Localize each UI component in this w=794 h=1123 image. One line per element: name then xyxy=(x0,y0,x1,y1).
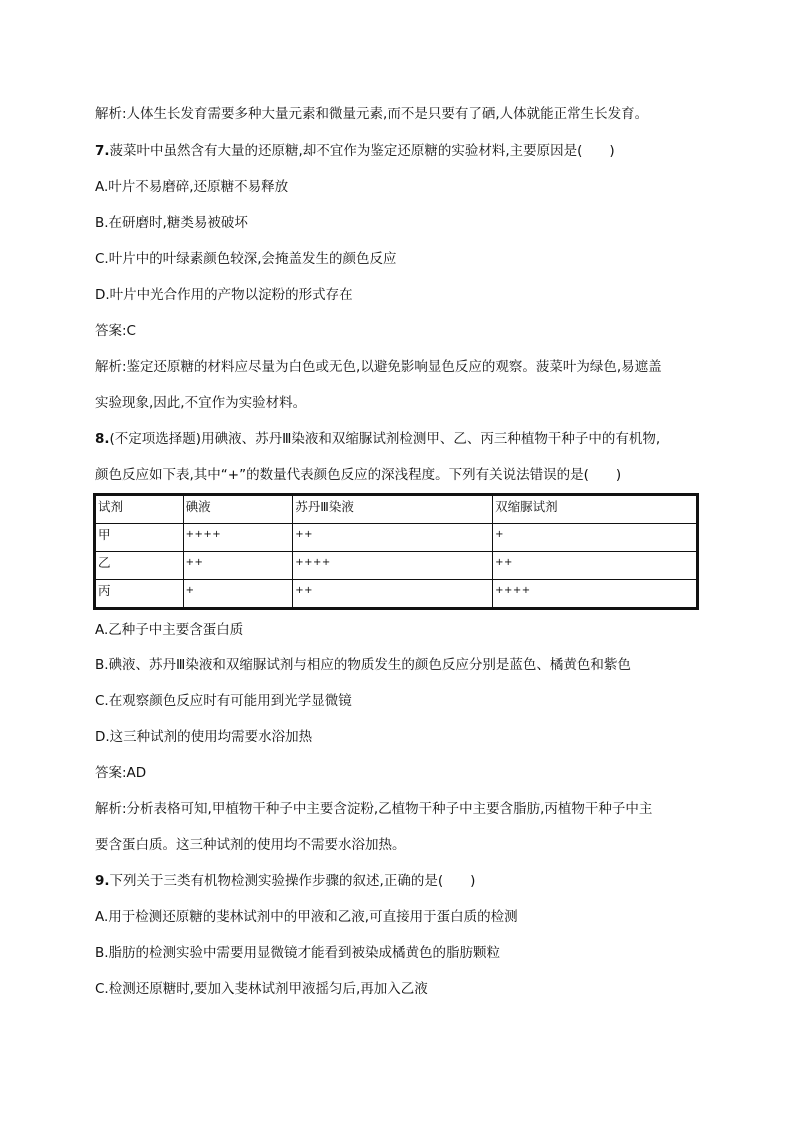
question-9-stem: 下列关于三类有机物检测实验操作步骤的叙述,正确的是( ) xyxy=(109,873,476,889)
question-7-explanation-line-1: 解析:鉴定还原糖的材料应尽量为白色或无色,以避免影响显色反应的观察。菠菜叶为绿色,易遮盖 xyxy=(95,359,662,375)
table-header-cell: 双缩脲试剂 xyxy=(493,495,698,524)
question-9 xyxy=(95,871,475,891)
table-cell: ++ xyxy=(183,552,293,580)
question-8-explanation-line-1: 解析:分析表格可知,甲植物干种子中主要含淀粉,乙植物干种子中主要含脂肪,丙植物干种子中主 xyxy=(95,801,653,817)
table-header-row xyxy=(95,495,698,524)
table-cell: ++ xyxy=(293,524,493,552)
question-8-option-b: B.碘液、苏丹Ⅲ染液和双缩脲试剂与相应的物质发生的颜色反应分别是蓝色、橘黄色和紫色 xyxy=(95,657,631,673)
question-8-answer: 答案:AD xyxy=(95,765,147,781)
table-cell: ++++ xyxy=(293,552,493,580)
question-7-option-c: C.叶片中的叶绿素颜色较深,会掩盖发生的颜色反应 xyxy=(95,251,397,267)
table-cell: ++++ xyxy=(183,524,293,552)
table-cell: + xyxy=(493,524,698,552)
table-cell: 乙 xyxy=(95,552,184,580)
question-9-option-c: C.检测还原糖时,要加入斐林试剂甲液摇匀后,再加入乙液 xyxy=(95,981,428,997)
question-7-number: 7. xyxy=(95,143,110,159)
table-cell: ++ xyxy=(493,552,698,580)
explanation-q6: 解析:人体生长发育需要多种大量元素和微量元素,而不是只要有了硒,人体就能正常生长发育。 xyxy=(95,106,649,122)
table-cell: + xyxy=(183,580,293,609)
question-8-option-a: A.乙种子中主要含蛋白质 xyxy=(95,622,244,638)
question-8-explanation-line-2: 要含蛋白质。这三种试剂的使用均不需要水浴加热。 xyxy=(95,837,406,853)
question-8-number: 8. xyxy=(95,431,110,447)
question-9-number: 9. xyxy=(95,873,110,889)
question-9-option-a: A.用于检测还原糖的斐林试剂中的甲液和乙液,可直接用于蛋白质的检测 xyxy=(95,909,518,925)
question-9-option-b: B.脂肪的检测实验中需要用显微镜才能看到被染成橘黄色的脂肪颗粒 xyxy=(95,945,501,961)
table-cell: ++ xyxy=(293,580,493,609)
table-cell: 丙 xyxy=(95,580,184,609)
question-7-answer: 答案:C xyxy=(95,323,136,339)
question-7-option-d: D.叶片中光合作用的产物以淀粉的形式存在 xyxy=(95,287,353,303)
table-header-cell: 碘液 xyxy=(183,495,293,524)
table-header-cell: 试剂 xyxy=(95,495,184,524)
table-row xyxy=(95,552,698,580)
question-8-option-c: C.在观察颜色反应时有可能用到光学显微镜 xyxy=(95,693,352,709)
question-8-stem-line-1: (不定项选择题)用碘液、苏丹Ⅲ染液和双缩脲试剂检测甲、乙、丙三种植物干种子中的有机物, xyxy=(109,431,661,447)
table-row xyxy=(95,580,698,609)
question-7 xyxy=(95,141,615,161)
question-8 xyxy=(95,429,660,449)
table-cell: 甲 xyxy=(95,524,184,552)
question-7-stem: 菠菜叶中虽然含有大量的还原糖,却不宜作为鉴定还原糖的实验材料,主要原因是( ) xyxy=(109,143,615,159)
table-row xyxy=(95,524,698,552)
table-header-cell: 苏丹Ⅲ染液 xyxy=(293,495,493,524)
question-8-stem-line-2: 颜色反应如下表,其中“+”的数量代表颜色反应的深浅程度。下列有关说法错误的是( ) xyxy=(95,467,622,483)
question-8-option-d: D.这三种试剂的使用均需要水浴加热 xyxy=(95,729,313,745)
reagent-table xyxy=(93,493,699,610)
question-7-option-b: B.在研磨时,糖类易被破坏 xyxy=(95,215,248,231)
question-7-option-a: A.叶片不易磨碎,还原糖不易释放 xyxy=(95,179,289,195)
question-7-explanation-line-2: 实验现象,因此,不宜作为实验材料。 xyxy=(95,395,307,411)
table-cell: ++++ xyxy=(493,580,698,609)
